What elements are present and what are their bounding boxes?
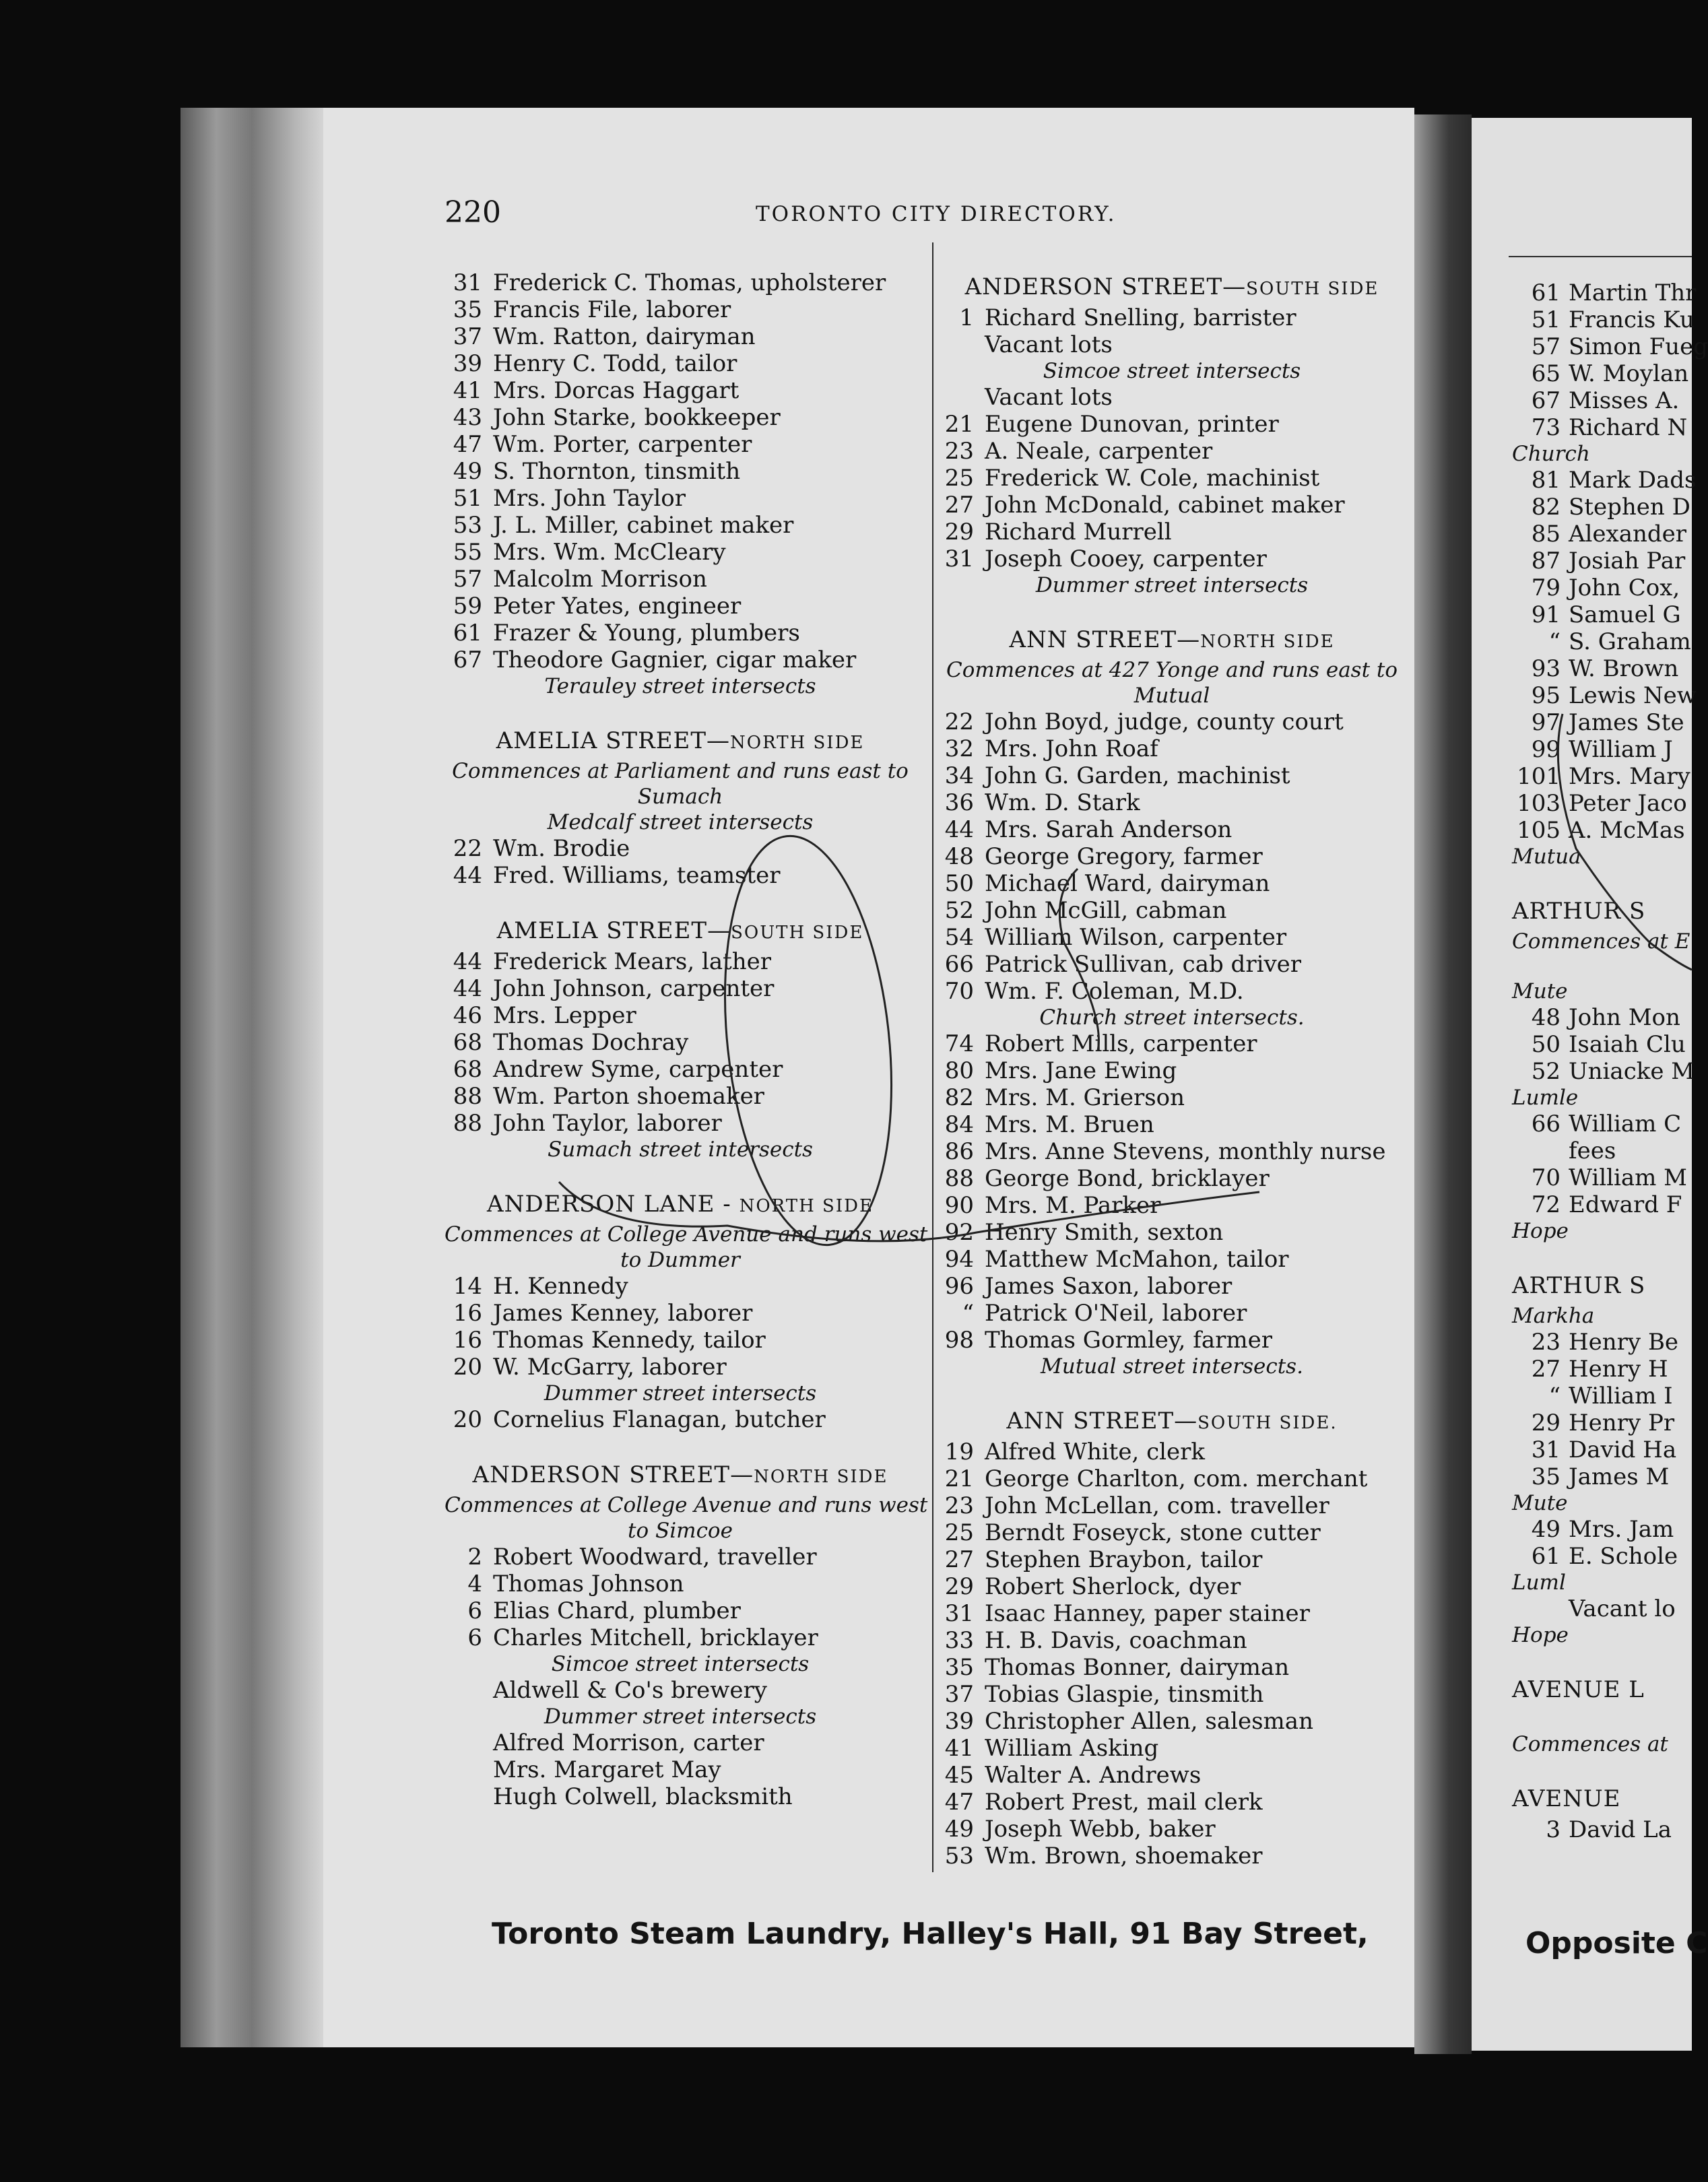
resident-name: John McLellan, com. traveller [985, 1492, 1329, 1519]
house-number: 88 [944, 1165, 974, 1192]
resident-name: Henry Smith, sexton [985, 1219, 1224, 1246]
house-number: 49 [453, 458, 482, 485]
resident-name: Wm. D. Stark [985, 789, 1140, 816]
house-number: 41 [453, 377, 482, 404]
house-number: 16 [453, 1300, 482, 1327]
house-number: 23 [944, 438, 974, 465]
resident-name: John G. Garden, machinist [985, 762, 1290, 789]
street-name: ANN STREET— [1006, 1408, 1198, 1434]
house-number: 27 [944, 1546, 974, 1573]
house-number: 27 [1531, 1356, 1561, 1383]
street-side: SOUTH SIDE [1246, 279, 1379, 299]
house-number: 37 [944, 1681, 974, 1708]
resident-name: Elias Chard, plumber [493, 1597, 741, 1624]
street-note: Mutua [1512, 845, 1581, 869]
house-number: 36 [944, 789, 974, 816]
house-number: 98 [944, 1327, 974, 1354]
house-number: 20 [453, 1354, 482, 1381]
resident-name: Christopher Allen, salesman [985, 1708, 1313, 1735]
street-note: Commences at E [1512, 929, 1690, 954]
house-number: 21 [944, 1465, 974, 1492]
resident-name: Wm. Brown, shoemaker [985, 1843, 1263, 1870]
resident-name: David Ha [1569, 1436, 1677, 1463]
resident-name: John McGill, cabman [985, 897, 1227, 924]
house-number: 44 [944, 816, 974, 843]
resident-name: J. L. Miller, cabinet maker [493, 512, 794, 539]
house-number: 73 [1531, 414, 1561, 441]
resident-name: Mrs. M. Grierson [985, 1084, 1185, 1111]
house-number: “ [1548, 1383, 1561, 1410]
street-note: Mute [1512, 979, 1568, 1003]
resident-name: Patrick Sullivan, cab driver [985, 951, 1302, 978]
house-number: 49 [1531, 1516, 1561, 1543]
resident-name: John Mon [1569, 1004, 1680, 1031]
street-note: Markha [1512, 1304, 1595, 1328]
house-number: 35 [1531, 1463, 1561, 1490]
resident-name: Andrew Syme, carpenter [493, 1056, 783, 1083]
house-number: 86 [944, 1138, 974, 1165]
resident-name: Robert Sherlock, dyer [985, 1573, 1241, 1600]
resident-name: Richard Murrell [985, 519, 1172, 546]
street-note: Commences at College Avenue and runs west [445, 1222, 928, 1247]
house-number: 53 [944, 1843, 974, 1870]
house-number: 74 [944, 1030, 974, 1057]
resident-name: Frederick Mears, lather [493, 948, 772, 975]
street-note: to Dummer [620, 1248, 740, 1272]
house-number: 37 [453, 323, 482, 350]
street-side: SOUTH SIDE. [1197, 1413, 1338, 1433]
resident-name: Wm. F. Coleman, M.D. [985, 978, 1244, 1005]
house-number: 94 [944, 1246, 974, 1273]
street-note: Dummer street intersects [544, 1705, 817, 1729]
resident-name: Martin Thr [1569, 279, 1697, 306]
resident-name: John Boyd, judge, county court [985, 708, 1344, 735]
house-number: 103 [1517, 790, 1561, 817]
resident-name: Mark Dads [1569, 467, 1697, 494]
street-note: Commences at College Avenue and runs west [445, 1493, 928, 1517]
page-footer-advertisement: Toronto Steam Laundry, Halley's Hall, 91 Bay Street, [492, 1917, 1369, 1951]
resident-name: E. Schole [1569, 1543, 1678, 1570]
resident-name: Samuel G [1569, 601, 1681, 628]
resident-name: John Starke, bookkeeper [493, 404, 781, 431]
house-number: 92 [944, 1219, 974, 1246]
resident-name: Richard Snelling, barrister [985, 304, 1296, 331]
resident-name: Hugh Colwell, blacksmith [493, 1783, 793, 1810]
resident-name: Matthew McMahon, tailor [985, 1246, 1289, 1273]
resident-name: William M [1569, 1164, 1687, 1191]
street-note: Hope [1512, 1623, 1569, 1647]
house-number: 65 [1531, 360, 1561, 387]
house-number: 50 [944, 870, 974, 897]
resident-name: George Bond, bricklayer [985, 1165, 1270, 1192]
house-number: 72 [1531, 1191, 1561, 1218]
resident-name: Joseph Cooey, carpenter [985, 546, 1267, 572]
next-page-footer: Opposite C [1525, 1926, 1708, 1960]
resident-name: Alexander [1569, 521, 1687, 548]
resident-name: John Taylor, laborer [493, 1110, 722, 1137]
house-number: 23 [944, 1492, 974, 1519]
house-number: 57 [453, 566, 482, 593]
resident-name: W. Moylan [1569, 360, 1689, 387]
house-number: 3 [1546, 1816, 1561, 1843]
resident-name: James Saxon, laborer [985, 1273, 1233, 1300]
house-number: 61 [1531, 279, 1561, 306]
resident-name: Henry H [1569, 1356, 1668, 1383]
resident-name: Patrick O'Neil, laborer [985, 1300, 1247, 1327]
resident-name: William I [1569, 1383, 1673, 1410]
house-number: 90 [944, 1192, 974, 1219]
resident-name: Wm. Porter, carpenter [493, 431, 752, 458]
street-name: AVENUE [1512, 1785, 1621, 1812]
house-number: 84 [944, 1111, 974, 1138]
street-side: NORTH SIDE [730, 733, 865, 753]
resident-name: Alfred White, clerk [985, 1439, 1205, 1465]
street-name: AMELIA STREET— [496, 727, 731, 754]
resident-name: Thomas Kennedy, tailor [493, 1327, 766, 1354]
resident-name: H. Kennedy [493, 1273, 628, 1300]
resident-name: Joseph Webb, baker [985, 1816, 1216, 1843]
resident-name: George Charlton, com. merchant [985, 1465, 1368, 1492]
resident-name: Francis Ku [1569, 306, 1695, 333]
house-number: 55 [453, 539, 482, 566]
street-note: Sumach street intersects [548, 1137, 813, 1162]
resident-name: Malcolm Morrison [493, 566, 707, 593]
house-number: 52 [944, 897, 974, 924]
resident-name: Wm. Ratton, dairyman [493, 323, 756, 350]
resident-name: Mrs. Mary [1569, 763, 1690, 790]
house-number: 95 [1531, 682, 1561, 709]
street-name: ANN STREET— [1009, 626, 1201, 653]
resident-name: William J [1569, 736, 1673, 763]
house-number: 1 [959, 304, 974, 331]
resident-name: Mrs. John Taylor [493, 485, 686, 512]
house-number: 91 [1531, 601, 1561, 628]
house-number: 51 [1531, 306, 1561, 333]
house-number: 44 [453, 948, 482, 975]
resident-name: Henry C. Todd, tailor [493, 350, 737, 377]
house-number: 47 [944, 1789, 974, 1816]
resident-name: Lewis New [1569, 682, 1697, 709]
street-note: Simcoe street intersects [1043, 359, 1301, 383]
house-number: 31 [944, 546, 974, 572]
house-number: 34 [944, 762, 974, 789]
house-number: 4 [467, 1571, 482, 1597]
street-note: Commences at [1512, 1732, 1668, 1756]
house-number: 87 [1531, 548, 1561, 574]
house-number: 16 [453, 1327, 482, 1354]
resident-name: A. Neale, carpenter [985, 438, 1213, 465]
resident-name: Frederick W. Cole, machinist [985, 465, 1320, 492]
house-number: “ [1548, 628, 1561, 655]
resident-name: Henry Be [1569, 1329, 1679, 1356]
house-number: 33 [944, 1627, 974, 1654]
house-number: 88 [453, 1083, 482, 1110]
resident-name: A. McMas [1569, 817, 1685, 844]
resident-name: John Johnson, carpenter [493, 975, 775, 1002]
resident-name: Charles Mitchell, bricklayer [493, 1624, 818, 1651]
house-number: 68 [453, 1056, 482, 1083]
resident-name: Aldwell & Co's brewery [493, 1677, 767, 1704]
house-number: 45 [944, 1762, 974, 1789]
street-note: Commences at 427 Yonge and runs east to [946, 658, 1398, 682]
house-number: 52 [1531, 1058, 1561, 1085]
resident-name: W. McGarry, laborer [493, 1354, 727, 1381]
street-note: Hope [1512, 1219, 1569, 1243]
house-number: 88 [453, 1110, 482, 1137]
street-name: AVENUE L [1512, 1676, 1645, 1703]
resident-name: William Wilson, carpenter [985, 924, 1287, 951]
resident-name: Stephen Braybon, tailor [985, 1546, 1263, 1573]
resident-name: S. Graham [1569, 628, 1691, 655]
resident-name: Robert Woodward, traveller [493, 1544, 817, 1571]
street-note: Dummer street intersects [544, 1381, 817, 1406]
house-number: 21 [944, 411, 974, 438]
street-name: ANDERSON STREET— [964, 273, 1247, 300]
house-number: 97 [1531, 709, 1561, 736]
house-number: 61 [453, 620, 482, 647]
house-number: 96 [944, 1273, 974, 1300]
resident-name: Edward F [1569, 1191, 1682, 1218]
resident-name: Peter Jaco [1569, 790, 1687, 817]
resident-name: Mrs. Lepper [493, 1002, 636, 1029]
house-number: 59 [453, 593, 482, 620]
resident-name: Thomas Johnson [493, 1571, 684, 1597]
street-side: NORTH SIDE [1200, 632, 1335, 652]
house-number: 57 [1531, 333, 1561, 360]
resident-name: William Asking [985, 1735, 1159, 1762]
resident-name: Mrs. M. Bruen [985, 1111, 1154, 1138]
house-number: 44 [453, 862, 482, 889]
house-number: 41 [944, 1735, 974, 1762]
resident-name: Stephen D [1569, 494, 1690, 521]
house-number: 66 [1531, 1111, 1561, 1137]
resident-name: Simon Fueg [1569, 333, 1708, 360]
house-number: 19 [944, 1439, 974, 1465]
street-side: NORTH SIDE [739, 1196, 874, 1216]
resident-name: Robert Prest, mail clerk [985, 1789, 1263, 1816]
house-number: 2 [467, 1544, 482, 1571]
resident-name: David La [1569, 1816, 1672, 1843]
house-number: 22 [453, 835, 482, 862]
house-number: 68 [453, 1029, 482, 1056]
resident-name: Tobias Glaspie, tinsmith [985, 1681, 1264, 1708]
house-number: 101 [1517, 763, 1561, 790]
resident-name: Walter A. Andrews [985, 1762, 1202, 1789]
street-note: Terauley street intersects [544, 674, 816, 698]
house-number: 35 [944, 1654, 974, 1681]
resident-name: Cornelius Flanagan, butcher [493, 1406, 826, 1433]
street-name: ANDERSON STREET— [472, 1461, 754, 1488]
house-number: 23 [1531, 1329, 1561, 1356]
street-note: Sumach [637, 785, 723, 809]
street-note: Commences at Parliament and runs east to [452, 759, 909, 783]
house-number: 93 [1531, 655, 1561, 682]
house-number: 48 [1531, 1004, 1561, 1031]
street-note: Mutual street intersects. [1041, 1354, 1303, 1379]
house-number: 81 [1531, 467, 1561, 494]
house-number: 85 [1531, 521, 1561, 548]
resident-name: Alfred Morrison, carter [493, 1729, 764, 1756]
house-number: 82 [944, 1084, 974, 1111]
house-number: 49 [944, 1816, 974, 1843]
house-number: 29 [1531, 1410, 1561, 1436]
resident-name: Isaiah Clu [1569, 1031, 1686, 1058]
resident-name: Richard N [1569, 414, 1688, 441]
street-name: ARTHUR S [1512, 1272, 1646, 1299]
resident-name: Vacant lo [1569, 1595, 1676, 1622]
resident-name: fees [1569, 1137, 1616, 1164]
house-number: 47 [453, 431, 482, 458]
resident-name: Mrs. Jane Ewing [985, 1057, 1177, 1084]
resident-name: Josiah Par [1569, 548, 1686, 574]
resident-name: Mrs. Anne Stevens, monthly nurse [985, 1138, 1386, 1165]
street-note: Mutual [1134, 684, 1210, 708]
house-number: 48 [944, 843, 974, 870]
house-number: 67 [1531, 387, 1561, 414]
resident-name: Isaac Hanney, paper stainer [985, 1600, 1310, 1627]
house-number: 79 [1531, 574, 1561, 601]
house-number: 70 [1531, 1164, 1561, 1191]
resident-name: Thomas Bonner, dairyman [985, 1654, 1290, 1681]
house-number: 32 [944, 735, 974, 762]
resident-name: Henry Pr [1569, 1410, 1675, 1436]
street-note: Dummer street intersects [1035, 573, 1309, 597]
house-number: 14 [453, 1273, 482, 1300]
resident-name: Mrs. John Roaf [985, 735, 1158, 762]
house-number: 70 [944, 978, 974, 1005]
resident-name: Mrs. Jam [1569, 1516, 1674, 1543]
resident-name: H. B. Davis, coachman [985, 1627, 1247, 1654]
resident-name: Wm. Brodie [493, 835, 630, 862]
house-number: 39 [944, 1708, 974, 1735]
resident-name: Fred. Williams, teamster [493, 862, 781, 889]
house-number: 105 [1517, 817, 1561, 844]
resident-name: Mrs. M. Parker [985, 1192, 1161, 1219]
house-number: 51 [453, 485, 482, 512]
resident-name: James Kenney, laborer [493, 1300, 753, 1327]
street-note: Lumle [1512, 1086, 1579, 1110]
resident-name: Thomas Gormley, farmer [985, 1327, 1272, 1354]
resident-name: Eugene Dunovan, printer [985, 411, 1279, 438]
resident-name: James M [1569, 1463, 1670, 1490]
street-name: ARTHUR S [1512, 898, 1646, 925]
house-number: 29 [944, 1573, 974, 1600]
resident-name: Berndt Foseyck, stone cutter [985, 1519, 1321, 1546]
resident-name: Thomas Dochray [493, 1029, 689, 1056]
resident-name: John McDonald, cabinet maker [985, 492, 1345, 519]
resident-name: Mrs. Dorcas Haggart [493, 377, 740, 404]
resident-name: Wm. Parton shoemaker [493, 1083, 764, 1110]
house-number: 43 [453, 404, 482, 431]
resident-name: Mrs. Wm. McCleary [493, 539, 726, 566]
resident-name: Vacant lots [985, 331, 1113, 358]
house-number: “ [962, 1300, 974, 1327]
house-number: 31 [944, 1600, 974, 1627]
house-number: 20 [453, 1406, 482, 1433]
street-note: Medcalf street intersects [547, 810, 814, 834]
house-number: 6 [467, 1597, 482, 1624]
house-number: 25 [944, 1519, 974, 1546]
house-number: 35 [453, 296, 482, 323]
resident-name: Theodore Gagnier, cigar maker [493, 647, 857, 673]
house-number: 27 [944, 492, 974, 519]
house-number: 53 [453, 512, 482, 539]
street-side: SOUTH SIDE [731, 923, 864, 943]
street-note: Simcoe street intersects [551, 1652, 810, 1676]
resident-name: James Ste [1569, 709, 1684, 736]
house-number: 66 [944, 951, 974, 978]
resident-name: W. Brown [1569, 655, 1679, 682]
resident-name: Uniacke M [1569, 1058, 1695, 1085]
house-number: 61 [1531, 1543, 1561, 1570]
resident-name: George Gregory, farmer [985, 843, 1263, 870]
street-name: ANDERSON LANE - [487, 1191, 740, 1218]
house-number: 39 [453, 350, 482, 377]
house-number: 44 [453, 975, 482, 1002]
resident-name: Mrs. Sarah Anderson [985, 816, 1233, 843]
house-number: 31 [453, 269, 482, 296]
resident-name: John Cox, [1569, 574, 1680, 601]
house-number: 67 [453, 647, 482, 673]
house-number: 31 [1531, 1436, 1561, 1463]
house-number: 99 [1531, 736, 1561, 763]
resident-name: Misses A. [1569, 387, 1680, 414]
street-note: Luml [1512, 1571, 1566, 1595]
house-number: 6 [467, 1624, 482, 1651]
page-header: TORONTO CITY DIRECTORY. [756, 202, 1117, 226]
page-number: 220 [445, 195, 501, 230]
resident-name: Frazer & Young, plumbers [493, 620, 800, 647]
street-side: NORTH SIDE [754, 1467, 888, 1487]
resident-name: William C [1569, 1111, 1682, 1137]
street-note: Church [1512, 442, 1590, 466]
street-note: Mute [1512, 1491, 1568, 1515]
street-note: to Simcoe [628, 1519, 733, 1543]
resident-name: S. Thornton, tinsmith [493, 458, 741, 485]
house-number: 46 [453, 1002, 482, 1029]
resident-name: Mrs. Margaret May [493, 1756, 721, 1783]
resident-name: Vacant lots [985, 384, 1113, 411]
house-number: 22 [944, 708, 974, 735]
house-number: 50 [1531, 1031, 1561, 1058]
house-number: 80 [944, 1057, 974, 1084]
street-note: Church street intersects. [1039, 1005, 1305, 1030]
resident-name: Peter Yates, engineer [493, 593, 742, 620]
house-number: 82 [1531, 494, 1561, 521]
house-number: 54 [944, 924, 974, 951]
resident-name: Robert Mills, carpenter [985, 1030, 1257, 1057]
house-number: 25 [944, 465, 974, 492]
resident-name: Francis File, laborer [493, 296, 731, 323]
house-number: 29 [944, 519, 974, 546]
resident-name: Michael Ward, dairyman [985, 870, 1270, 897]
resident-name: Frederick C. Thomas, upholsterer [493, 269, 886, 296]
street-name: AMELIA STREET— [496, 917, 731, 944]
